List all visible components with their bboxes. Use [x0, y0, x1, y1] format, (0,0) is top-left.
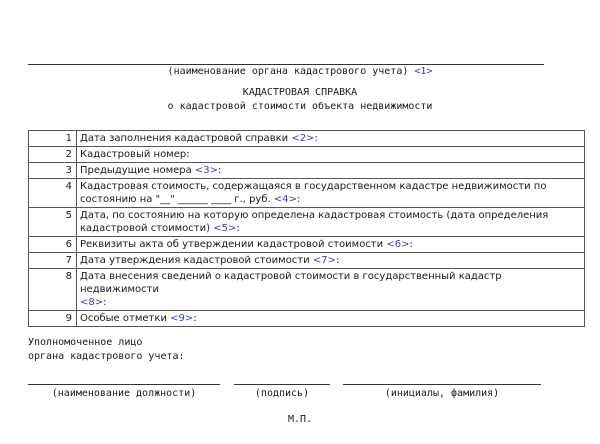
- row-label: Особые отметки <9>:: [77, 311, 585, 327]
- row-label: Кадастровый номер:: [77, 147, 585, 163]
- organization-caption: [0, 66, 600, 77]
- row-number: 7: [29, 253, 77, 269]
- authorized-person-org-label: органа кадастрового учета:: [28, 351, 185, 362]
- organization-name-line: [28, 64, 544, 65]
- row-label: Дата, по состоянию на которую определена кадастровая стоимость (дата определения кадастровой стоимости) <5>:: [77, 208, 585, 237]
- signature-line: [234, 384, 330, 385]
- table-row: [29, 147, 585, 163]
- footnote-ref-7[interactable]: <7>: [312, 255, 336, 266]
- footnote-ref-4[interactable]: <4>: [273, 194, 297, 205]
- table-row: [29, 253, 585, 269]
- position-caption: (наименование должности): [51, 388, 197, 399]
- table-row: [29, 208, 585, 237]
- signature-caption: (подпись): [254, 388, 310, 399]
- footnote-ref-8[interactable]: <8>: [80, 297, 104, 308]
- row-label: Реквизиты акта об утверждении кадастровой стоимости <6>:: [77, 237, 585, 253]
- footnote-ref-9[interactable]: <9>: [170, 313, 194, 324]
- organization-caption-text: (наименование органа кадастрового учета): [167, 66, 415, 77]
- table-row: [29, 179, 585, 208]
- table-row: [29, 311, 585, 327]
- footnote-ref-1[interactable]: <1>: [414, 66, 433, 77]
- document-subtitle: о кадастровой стоимости объекта недвижимости: [167, 101, 433, 112]
- table-row: [29, 131, 585, 147]
- row-number: 8: [29, 269, 77, 311]
- row-label: Предыдущие номера <3>:: [77, 163, 585, 179]
- footnote-ref-5[interactable]: <5>: [213, 223, 237, 234]
- stamp-place: М.П.: [287, 414, 313, 425]
- row-label: Дата внесения сведений о кадастровой стоимости в государственный кадастр недвижимости <8>:: [77, 269, 585, 311]
- table-row: [29, 237, 585, 253]
- footnote-ref-3[interactable]: <3>: [194, 165, 219, 176]
- row-label: Дата заполнения кадастровой справки <2>:: [77, 131, 585, 147]
- authorized-person-label: Уполномоченное лицо: [28, 337, 143, 348]
- cadastral-form-table: [28, 130, 585, 327]
- row-number: 9: [29, 311, 77, 327]
- document-title: КАДАСТРОВАЯ СПРАВКА: [242, 87, 358, 98]
- table-row: [29, 269, 585, 311]
- row-number: 5: [29, 208, 77, 237]
- row-number: 6: [29, 237, 77, 253]
- footnote-ref-6[interactable]: <6>: [386, 239, 410, 250]
- table-row: [29, 163, 585, 179]
- name-line: [343, 384, 541, 385]
- footnote-ref-2[interactable]: <2>: [291, 133, 315, 144]
- row-label: Кадастровая стоимость, содержащаяся в государственном кадастре недвижимости по состоянию на "__" ______ ____ г., руб. <4>:: [77, 179, 585, 208]
- row-number: 4: [29, 179, 77, 208]
- position-line: [28, 384, 220, 385]
- row-label: Дата утверждения кадастровой стоимости <7>:: [77, 253, 585, 269]
- row-number: 3: [29, 163, 77, 179]
- row-number: 1: [29, 131, 77, 147]
- name-caption: (инициалы, фамилия): [384, 388, 500, 399]
- row-number: 2: [29, 147, 77, 163]
